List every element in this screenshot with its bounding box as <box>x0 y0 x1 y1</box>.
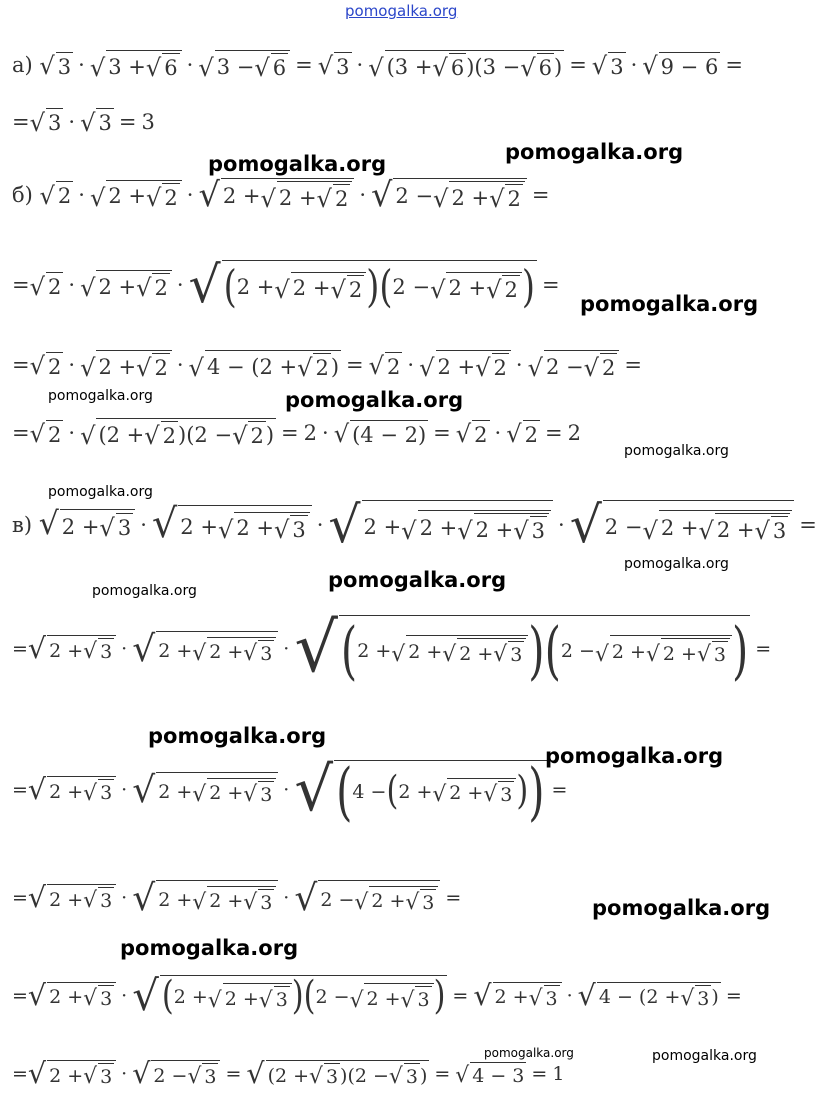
watermark: pomogalka.org <box>328 568 507 592</box>
equation-line-b2: = √ 2 · √ 2 + √ 2 · √ ( 2 + √ 2 + √ 2 ) ( 2 − √ 2 + √ 2 ) = <box>12 255 560 314</box>
equation-line-v3: = √ 2 + √ 3 · √ 2 + √ 2 + √ 3 · √ ( 4 − ( 2 + √ 2 + √ 3 ) ) = <box>12 754 568 829</box>
watermark: pomogalka.org <box>208 152 387 176</box>
equation-line-b4: = √ 2 · √ (2 + √ 2 )(2 − √ 2 ) = 2 · √ (4 − 2) = √ 2 · √ 2 = 2 <box>12 418 581 448</box>
equation-line-v2: = √ 2 + √ 3 · √ 2 + √ 2 + √ 3 · √ ( 2 + √ 2 + √ 2 + √ 3 ) ( 2 − √ 2 + √ 2 + √ 3 ) = <box>12 609 772 688</box>
watermark: pomogalka.org <box>48 484 153 500</box>
equation-line-v6: = √ 2 + √ 3 · √ 2 − √ 3 = √ (2 + √ 3 )(2 − √ 3 ) = √ 4 − 3 = 1 <box>12 1057 565 1090</box>
watermark: pomogalka.org <box>624 556 729 572</box>
equation-line-a1: а) √ 3 · √ 3 + √ 6 · √ 3 − √ 6 = √ 3 · √ (3 + √ 6 )(3 − √ 6 ) = √ 3 · √ 9 − 6 = <box>12 50 748 80</box>
watermark: pomogalka.org <box>48 388 153 404</box>
watermark: pomogalka.org <box>148 724 327 748</box>
equation-line-v1: в) √ 2 + √ 3 · √ 2 + √ 2 + √ 3 · √ 2 + √ 2 + √ 2 + √ 3 · √ 2 − √ 2 + √ 2 + √ 3 = <box>12 495 817 554</box>
watermark: pomogalka.org <box>545 744 724 768</box>
watermark: pomogalka.org <box>592 896 771 920</box>
item-label-a: а) <box>12 53 33 77</box>
equation-line-v5: = √ 2 + √ 3 · √ ( 2 + √ 2 + √ 3 ) ( 2 − √ 2 + √ 3 ) = √ 2 + √ 3 · √ 4 − (2 + √ 3 ) = <box>12 971 742 1020</box>
watermark: pomogalka.org <box>505 140 684 164</box>
watermark: pomogalka.org <box>580 292 759 316</box>
equation-line-v4: = √ 2 + √ 3 · √ 2 + √ 2 + √ 3 · √ 2 − √ 2 + √ 3 = <box>12 877 462 919</box>
watermark: pomogalka.org <box>92 583 197 599</box>
watermark: pomogalka.org <box>624 443 729 459</box>
equation-line-b3: = √ 2 · √ 2 + √ 2 · √ 4 − (2 + √ 2 ) = √ 2 · √ 2 + √ 2 · √ 2 − √ 2 = <box>12 350 647 380</box>
watermark: pomogalka.org <box>120 936 299 960</box>
site-header-link[interactable]: pomogalka.org <box>345 2 458 20</box>
watermark: pomogalka.org <box>285 388 464 412</box>
equation-line-a2: = √ 3 · √ 3 = 3 <box>12 108 155 137</box>
watermark: pomogalka.org <box>484 1046 574 1060</box>
equation-line-b1: б) √ 2 · √ 2 + √ 2 · √ 2 + √ 2 + √ 2 · √ 2 − √ 2 + √ 2 = <box>12 175 550 214</box>
watermark: pomogalka.org <box>652 1048 757 1064</box>
item-label-v: в) <box>12 513 33 538</box>
item-label-b: б) <box>12 182 33 207</box>
